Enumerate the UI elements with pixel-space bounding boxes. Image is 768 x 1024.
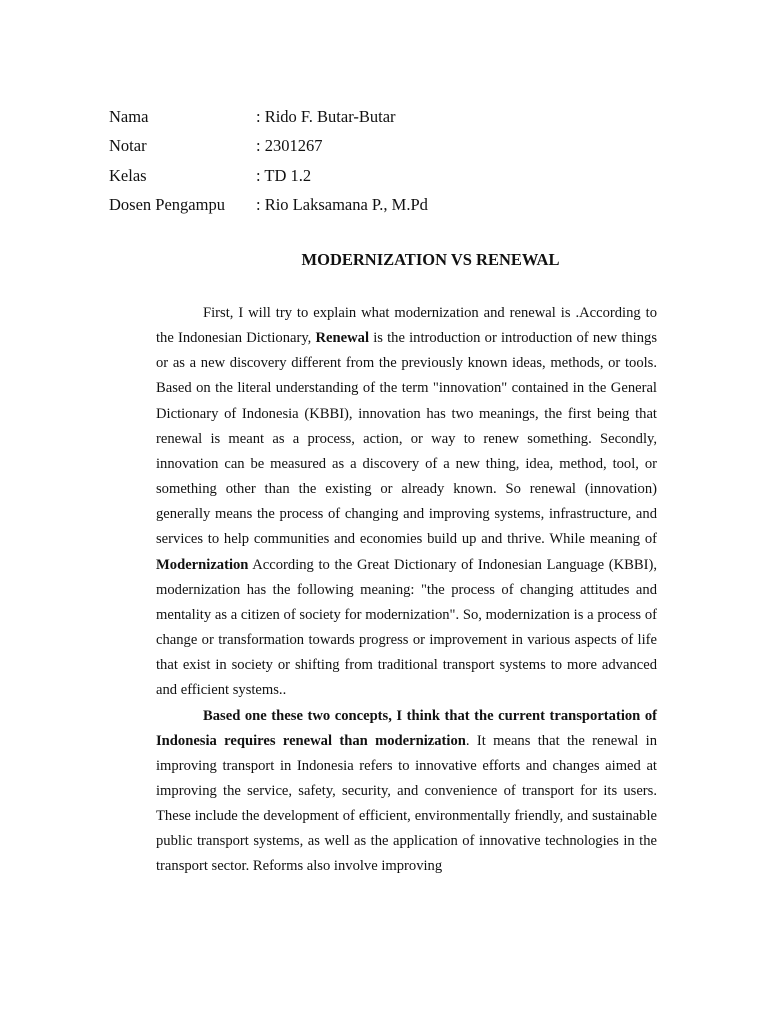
info-value: : TD 1.2 — [256, 165, 312, 185]
info-label: Kelas — [109, 165, 147, 185]
student-info — [109, 102, 428, 219]
bold-term-renewal: Renewal — [315, 330, 370, 347]
text-run: . It means that the renewal in improving transport in Indonesia refers to innovative efforts and changes aimed at improving the service, safety, security, and convenience of transport for its users. These include the development of efficient, environmentally friendly, and sustainable public transport systems, as well as the application of innovative technologies in the transport sector. Reforms also involve improving — [156, 732, 657, 875]
info-label: Notar — [109, 136, 147, 156]
info-value: : 2301267 — [256, 136, 323, 156]
info-label: Dosen Pengampu — [109, 194, 225, 214]
info-label: Nama — [109, 107, 149, 126]
document-title: MODERNIZATION VS RENEWAL — [301, 250, 560, 269]
text-run: is the introduction or introduction of new things or as a new discovery different from the previously known ideas, methods, or tools. Based on the literal understanding of the term "innovation" contained in the General Dictionary of Indonesia (KBBI), innovation has two meanings, the first being that renewal is meant as a process, action, or way to renew something. Secondly, innovation can be measured as a discovery of a new thing, idea, method, tool, or something other than the existing or already known. So renewal (innovation) generally means the process of changing and improving systems, infrastructure, and services to help communities and economies build up and thrive. While meaning of — [156, 330, 658, 548]
info-row-dosen — [109, 190, 428, 219]
info-value: : Rido F. Butar-Butar — [256, 107, 396, 126]
bold-thesis: Based one these two concepts, I think that the current transportation of Indonesia requires renewal than modernization — [156, 707, 657, 749]
bold-term-modernization: Modernization — [156, 556, 249, 573]
info-row-nama — [109, 102, 428, 131]
info-row-kelas — [109, 161, 428, 190]
text-run: According to the Great Dictionary of Indonesian Language (KBBI), modernization has the following meaning: "the process of changing attitudes and mentality as a citizen of society for modernization". So, modernization is a process of change or transformation towards progress or improvement in various aspects of life that exist in society or shifting from traditional transport systems to more advanced and efficient systems.. — [156, 556, 657, 699]
paragraph-2 — [156, 704, 657, 880]
paragraph-1 — [156, 301, 657, 704]
essay-body — [156, 301, 657, 880]
text-run: First, I will try to explain what modernization and renewal is .According to the Indonesian Dictionary, — [156, 305, 657, 347]
info-row-notar — [109, 131, 428, 160]
info-value: : Rio Laksamana P., M.Pd — [256, 194, 428, 214]
